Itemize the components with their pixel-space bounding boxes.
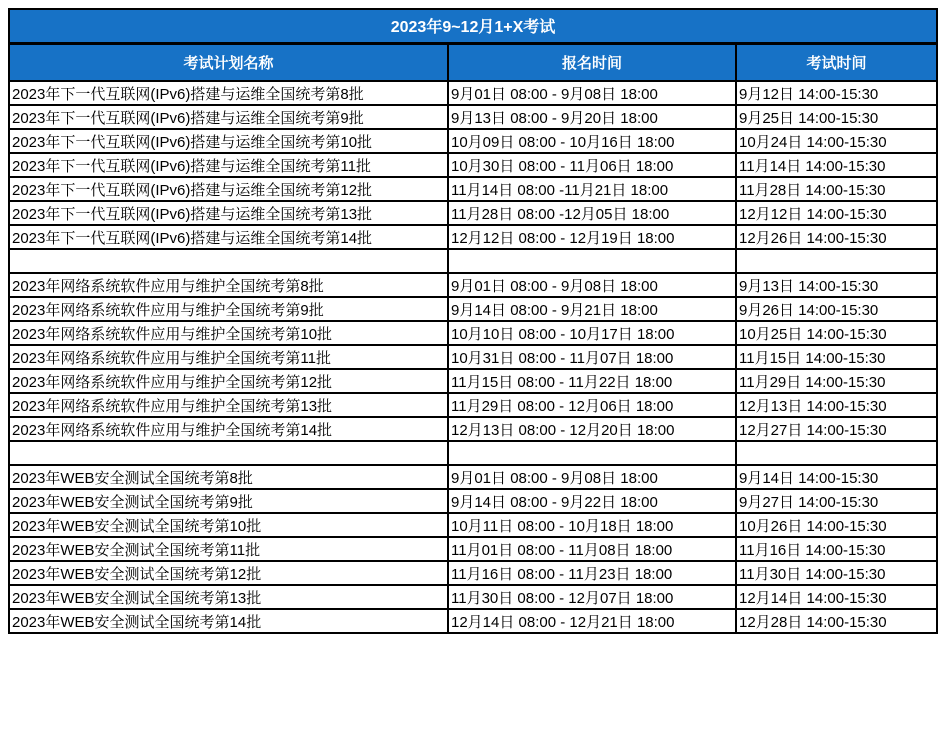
plan-name-cell: 2023年网络系统软件应用与维护全国统考第9批 [9,297,448,321]
table-body [9,81,937,633]
table-row [9,297,937,321]
col-header-exam-time: 考试时间 [736,43,937,81]
table-row [9,561,937,585]
registration-time-cell: 12月13日 08:00 - 12月20日 18:00 [448,417,736,441]
plan-name-cell: 2023年WEB安全测试全国统考第8批 [9,465,448,489]
table-row [9,81,937,105]
exam-schedule-table [8,8,938,634]
table-row [9,393,937,417]
table-row [9,321,937,345]
plan-name-cell: 2023年下一代互联网(IPv6)搭建与运维全国统考第11批 [9,153,448,177]
exam-time-cell: 11月14日 14:00-15:30 [736,153,937,177]
empty-cell [448,249,736,273]
table-row [9,585,937,609]
plan-name-cell: 2023年网络系统软件应用与维护全国统考第11批 [9,345,448,369]
table-row [9,225,937,249]
exam-time-cell: 12月14日 14:00-15:30 [736,585,937,609]
registration-time-cell: 11月16日 08:00 - 11月23日 18:00 [448,561,736,585]
exam-time-cell: 11月28日 14:00-15:30 [736,177,937,201]
table-row [9,417,937,441]
spacer-row [9,441,937,465]
table-row [9,489,937,513]
exam-time-cell: 10月26日 14:00-15:30 [736,513,937,537]
exam-time-cell: 12月28日 14:00-15:30 [736,609,937,633]
plan-name-cell: 2023年下一代互联网(IPv6)搭建与运维全国统考第12批 [9,177,448,201]
table-row [9,609,937,633]
table-header-row [9,43,937,81]
plan-name-cell: 2023年下一代互联网(IPv6)搭建与运维全国统考第9批 [9,105,448,129]
exam-time-cell: 12月27日 14:00-15:30 [736,417,937,441]
registration-time-cell: 10月10日 08:00 - 10月17日 18:00 [448,321,736,345]
col-header-plan-name: 考试计划名称 [9,43,448,81]
registration-time-cell: 9月14日 08:00 - 9月21日 18:00 [448,297,736,321]
exam-time-cell: 12月12日 14:00-15:30 [736,201,937,225]
exam-time-cell: 9月26日 14:00-15:30 [736,297,937,321]
plan-name-cell: 2023年WEB安全测试全国统考第10批 [9,513,448,537]
spacer-row [9,249,937,273]
plan-name-cell: 2023年网络系统软件应用与维护全国统考第10批 [9,321,448,345]
registration-time-cell: 10月11日 08:00 - 10月18日 18:00 [448,513,736,537]
empty-cell [448,441,736,465]
registration-time-cell: 9月01日 08:00 - 9月08日 18:00 [448,465,736,489]
plan-name-cell: 2023年网络系统软件应用与维护全国统考第14批 [9,417,448,441]
registration-time-cell: 11月30日 08:00 - 12月07日 18:00 [448,585,736,609]
registration-time-cell: 9月01日 08:00 - 9月08日 18:00 [448,81,736,105]
exam-time-cell: 9月14日 14:00-15:30 [736,465,937,489]
empty-cell [9,441,448,465]
plan-name-cell: 2023年网络系统软件应用与维护全国统考第12批 [9,369,448,393]
exam-time-cell: 9月13日 14:00-15:30 [736,273,937,297]
plan-name-cell: 2023年网络系统软件应用与维护全国统考第8批 [9,273,448,297]
table-title: 2023年9~12月1+X考试 [9,9,937,43]
col-header-registration-time: 报名时间 [448,43,736,81]
exam-time-cell: 11月30日 14:00-15:30 [736,561,937,585]
plan-name-cell: 2023年下一代互联网(IPv6)搭建与运维全国统考第10批 [9,129,448,153]
registration-time-cell: 11月14日 08:00 -11月21日 18:00 [448,177,736,201]
registration-time-cell: 10月30日 08:00 - 11月06日 18:00 [448,153,736,177]
plan-name-cell: 2023年下一代互联网(IPv6)搭建与运维全国统考第13批 [9,201,448,225]
table-row [9,201,937,225]
registration-time-cell: 11月29日 08:00 - 12月06日 18:00 [448,393,736,417]
exam-time-cell: 12月26日 14:00-15:30 [736,225,937,249]
registration-time-cell: 9月14日 08:00 - 9月22日 18:00 [448,489,736,513]
plan-name-cell: 2023年WEB安全测试全国统考第11批 [9,537,448,561]
registration-time-cell: 11月28日 08:00 -12月05日 18:00 [448,201,736,225]
registration-time-cell: 12月14日 08:00 - 12月21日 18:00 [448,609,736,633]
registration-time-cell: 9月13日 08:00 - 9月20日 18:00 [448,105,736,129]
table-row [9,537,937,561]
empty-cell [736,249,937,273]
exam-time-cell: 9月27日 14:00-15:30 [736,489,937,513]
exam-time-cell: 12月13日 14:00-15:30 [736,393,937,417]
exam-time-cell: 9月25日 14:00-15:30 [736,105,937,129]
registration-time-cell: 11月01日 08:00 - 11月08日 18:00 [448,537,736,561]
empty-cell [9,249,448,273]
registration-time-cell: 9月01日 08:00 - 9月08日 18:00 [448,273,736,297]
registration-time-cell: 12月12日 08:00 - 12月19日 18:00 [448,225,736,249]
plan-name-cell: 2023年下一代互联网(IPv6)搭建与运维全国统考第8批 [9,81,448,105]
registration-time-cell: 10月09日 08:00 - 10月16日 18:00 [448,129,736,153]
table-row [9,465,937,489]
plan-name-cell: 2023年网络系统软件应用与维护全国统考第13批 [9,393,448,417]
plan-name-cell: 2023年WEB安全测试全国统考第14批 [9,609,448,633]
table-title-row [9,9,937,43]
table-row [9,153,937,177]
exam-time-cell: 9月12日 14:00-15:30 [736,81,937,105]
table-row [9,513,937,537]
exam-time-cell: 10月24日 14:00-15:30 [736,129,937,153]
exam-time-cell: 11月29日 14:00-15:30 [736,369,937,393]
exam-time-cell: 11月15日 14:00-15:30 [736,345,937,369]
plan-name-cell: 2023年WEB安全测试全国统考第13批 [9,585,448,609]
table-row [9,105,937,129]
exam-time-cell: 10月25日 14:00-15:30 [736,321,937,345]
empty-cell [736,441,937,465]
table-row [9,273,937,297]
plan-name-cell: 2023年WEB安全测试全国统考第9批 [9,489,448,513]
table-row [9,345,937,369]
table-row [9,369,937,393]
plan-name-cell: 2023年WEB安全测试全国统考第12批 [9,561,448,585]
registration-time-cell: 11月15日 08:00 - 11月22日 18:00 [448,369,736,393]
table-row [9,129,937,153]
plan-name-cell: 2023年下一代互联网(IPv6)搭建与运维全国统考第14批 [9,225,448,249]
exam-time-cell: 11月16日 14:00-15:30 [736,537,937,561]
registration-time-cell: 10月31日 08:00 - 11月07日 18:00 [448,345,736,369]
table-row [9,177,937,201]
